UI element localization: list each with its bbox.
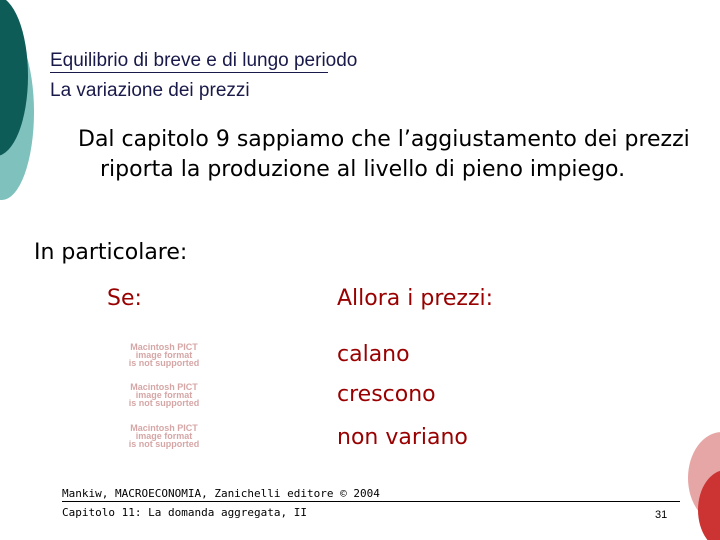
footer-divider (62, 501, 680, 502)
title-underline (50, 72, 328, 73)
column-header-allora: Allora i prezzi: (337, 286, 494, 311)
pict-placeholder-image: Macintosh PICT image format is not supported (128, 423, 200, 449)
body-paragraph: Dal capitolo 9 sappiamo che l’aggiustamento dei prezzi riporta la produzione al livello di pieno impiego. (78, 127, 690, 182)
slide-title-line2: La variazione dei prezzi (50, 80, 250, 101)
column-header-se: Se: (107, 286, 142, 311)
result-crescono: crescono (337, 382, 436, 407)
pict-placeholder-image: Macintosh PICT image format is not supported (128, 382, 200, 408)
result-calano: calano (337, 342, 410, 367)
pict-placeholder-image: Macintosh PICT image format is not supported (128, 342, 200, 368)
footer-chapter: Capitolo 11: La domanda aggregata, II (62, 506, 308, 519)
intro-text: In particolare: (34, 240, 188, 265)
slide-title-line1: Equilibrio di breve e di lungo periodo (50, 50, 358, 71)
result-non-variano: non variano (337, 425, 468, 450)
page-number: 31 (655, 509, 668, 521)
footer-credit: Mankiw, MACROECONOMIA, Zanichelli editore © 2004 (62, 487, 380, 500)
